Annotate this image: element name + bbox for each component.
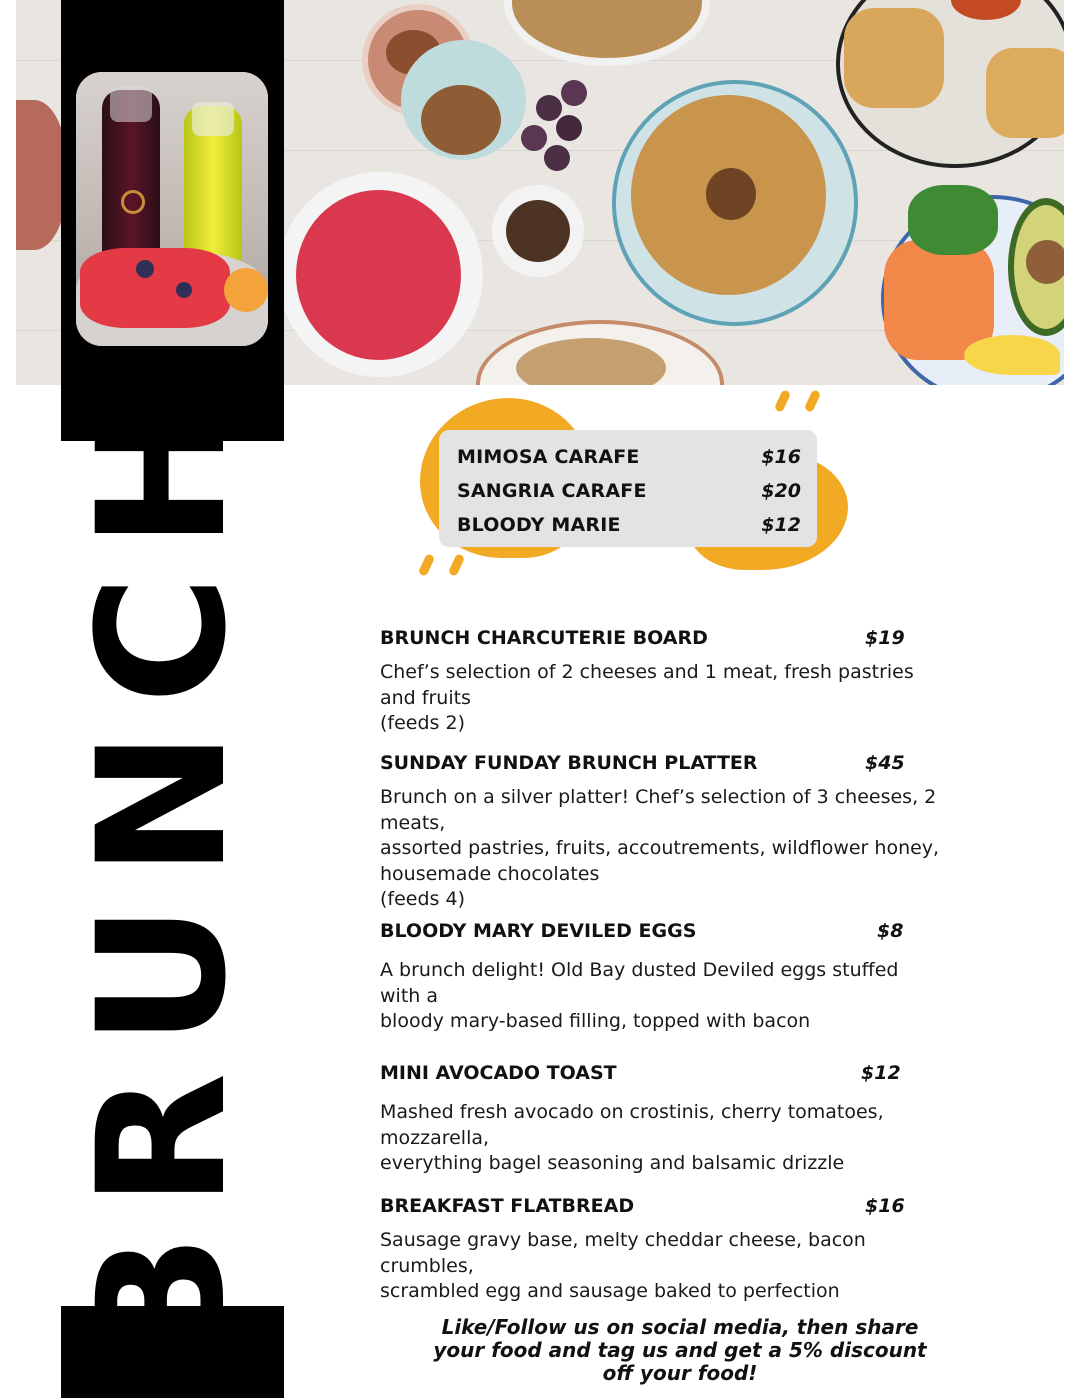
- promo-line: off your food!: [602, 1361, 758, 1385]
- item-price: $12: [861, 1062, 901, 1084]
- item-price: $8: [877, 920, 904, 942]
- item-description: A brunch delight! Old Bay dusted Deviled eggs stuffed with a bloody mary-based filling, topped with bacon: [380, 959, 899, 1032]
- drink-name: BLOODY MARIE: [457, 514, 621, 536]
- menu-item-brunch-platter: [380, 752, 940, 913]
- drink-name: SANGRIA CARAFE: [457, 480, 647, 502]
- drink-row: [457, 440, 801, 474]
- item-name: BRUNCH CHARCUTERIE BOARD: [380, 627, 708, 649]
- accent-dash: [418, 553, 435, 577]
- promo-line: your food and tag us and get a 5% discount: [433, 1338, 927, 1362]
- menu-item-avocado-toast: [380, 1062, 940, 1177]
- social-media-promo: [380, 1316, 980, 1385]
- item-description: Sausage gravy base, melty cheddar cheese, bacon crumbles, scrambled egg and sausage baked to perfection: [380, 1229, 866, 1302]
- item-description: Brunch on a silver platter! Chef’s selection of 3 cheeses, 2 meats, assorted pastries, fruits, accoutrements, wildflower honey, housemade chocolates (feeds 4): [380, 786, 940, 910]
- item-name: MINI AVOCADO TOAST: [380, 1062, 617, 1084]
- brunch-title: BRUNCH: [60, 375, 265, 1369]
- drinks-list: [439, 430, 817, 547]
- item-price: $45: [865, 752, 905, 774]
- drink-row: [457, 508, 801, 542]
- item-price: $19: [865, 627, 905, 649]
- accent-dash: [448, 553, 465, 577]
- item-name: BLOODY MARY DEVILED EGGS: [380, 920, 697, 942]
- menu-item-charcuterie-board: [380, 627, 940, 737]
- menu-item-deviled-eggs: [380, 920, 940, 1035]
- item-name: BREAKFAST FLATBREAD: [380, 1195, 635, 1217]
- menu-item-breakfast-flatbread: [380, 1195, 940, 1305]
- item-description: Chef’s selection of 2 cheeses and 1 meat, fresh pastries and fruits (feeds 2): [380, 661, 914, 734]
- drink-price: $16: [761, 446, 801, 468]
- drink-row: [457, 474, 801, 508]
- item-name: SUNDAY FUNDAY BRUNCH PLATTER: [380, 752, 758, 774]
- drink-name: MIMOSA CARAFE: [457, 446, 640, 468]
- drink-price: $12: [761, 514, 801, 536]
- accent-dash: [804, 389, 821, 413]
- item-price: $16: [865, 1195, 905, 1217]
- accent-dash: [774, 389, 791, 413]
- item-description: Mashed fresh avocado on crostinis, cherry tomatoes, mozzarella, everything bagel seasoning and balsamic drizzle: [380, 1101, 884, 1174]
- drinks-photo: [76, 72, 268, 346]
- promo-line: Like/Follow us on social media, then share: [441, 1315, 919, 1339]
- drink-price: $20: [761, 480, 801, 502]
